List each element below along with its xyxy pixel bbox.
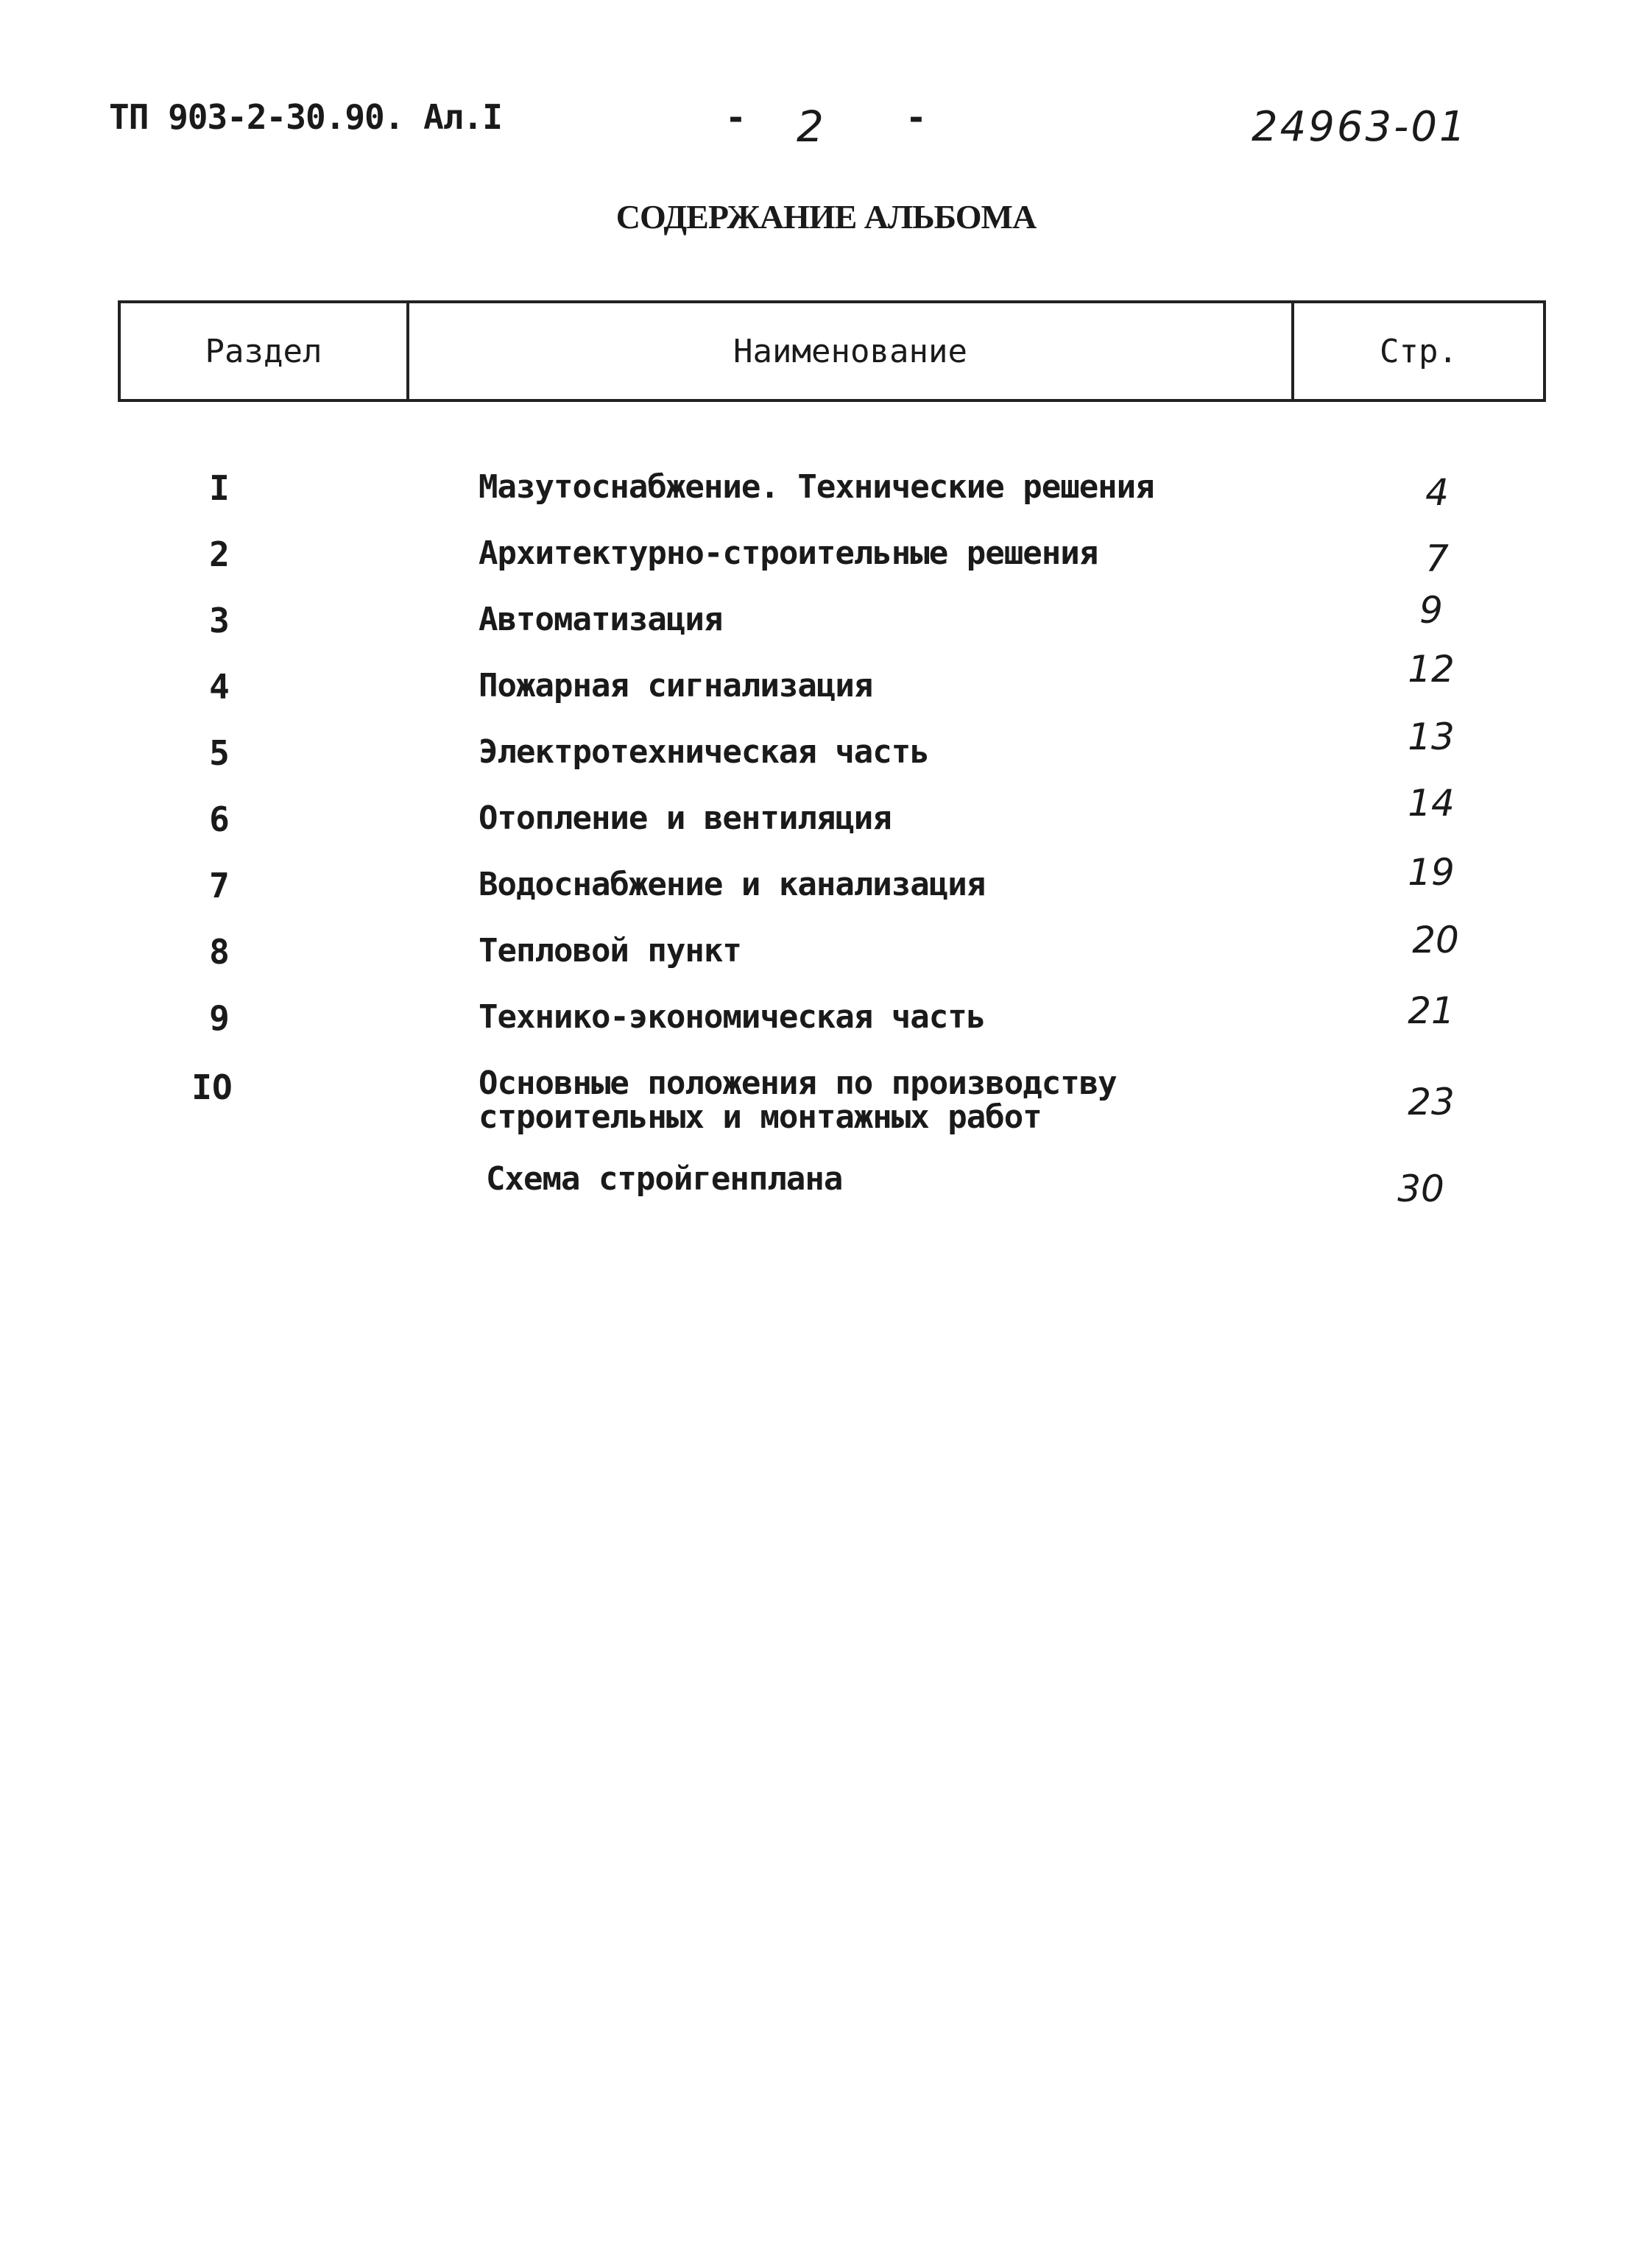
section-page: 12 (1408, 648, 1455, 691)
section-page: 30 (1397, 1168, 1444, 1210)
section-page: 7 (1425, 537, 1449, 580)
section-page: 23 (1408, 1081, 1455, 1123)
section-page: 13 (1408, 716, 1455, 758)
page-title: СОДЕРЖАНИЕ АЛЬБОМА (615, 198, 1037, 236)
section-name: Автоматизация (479, 601, 723, 638)
page-number: 2 (797, 102, 824, 152)
inventory-number: 24963-01 (1252, 103, 1468, 151)
section-number: 8 (209, 932, 230, 972)
section-number: IO (191, 1067, 233, 1107)
column-header-section: Раздел (205, 332, 322, 370)
section-number: 4 (209, 667, 230, 707)
section-number: 3 (209, 601, 230, 640)
section-number: I (209, 468, 230, 508)
column-header-name: Наименование (733, 332, 967, 370)
section-number: 6 (209, 799, 230, 839)
section-page: 9 (1419, 589, 1443, 632)
page-number-dash-right: - (906, 97, 927, 138)
page-number-dash-left: - (725, 97, 746, 138)
section-number: 7 (209, 866, 230, 905)
column-header-page: Стр. (1380, 332, 1458, 370)
section-number: 5 (209, 733, 230, 773)
section-number: 2 (209, 534, 230, 574)
section-page: 4 (1425, 471, 1449, 514)
section-page: 19 (1408, 851, 1455, 894)
section-name: Тепловой пункт (479, 932, 741, 970)
section-page: 14 (1408, 782, 1455, 824)
section-name: Архитектурно-строительные решения (479, 534, 1098, 572)
document-code: ТП 903-2-30.90. Ал.I (109, 97, 502, 137)
section-name: Технико-экономическая часть (479, 998, 986, 1036)
section-name: Схема стройгенплана (486, 1160, 843, 1198)
section-number: 9 (209, 998, 230, 1038)
section-name: Водоснабжение и канализация (479, 866, 986, 903)
section-page: 20 (1412, 919, 1459, 961)
section-name-continued: строительных и монтажных работ (479, 1098, 1042, 1136)
contents-table-header (118, 300, 1546, 402)
section-page: 21 (1408, 989, 1455, 1032)
section-name: Электротехническая часть (479, 733, 929, 771)
section-name: Отопление и вентиляция (479, 799, 892, 837)
section-name: Мазутоснабжение. Технические решения (479, 468, 1154, 506)
section-name: Основные положения по производству (479, 1064, 1117, 1102)
section-name: Пожарная сигнализация (479, 667, 873, 705)
